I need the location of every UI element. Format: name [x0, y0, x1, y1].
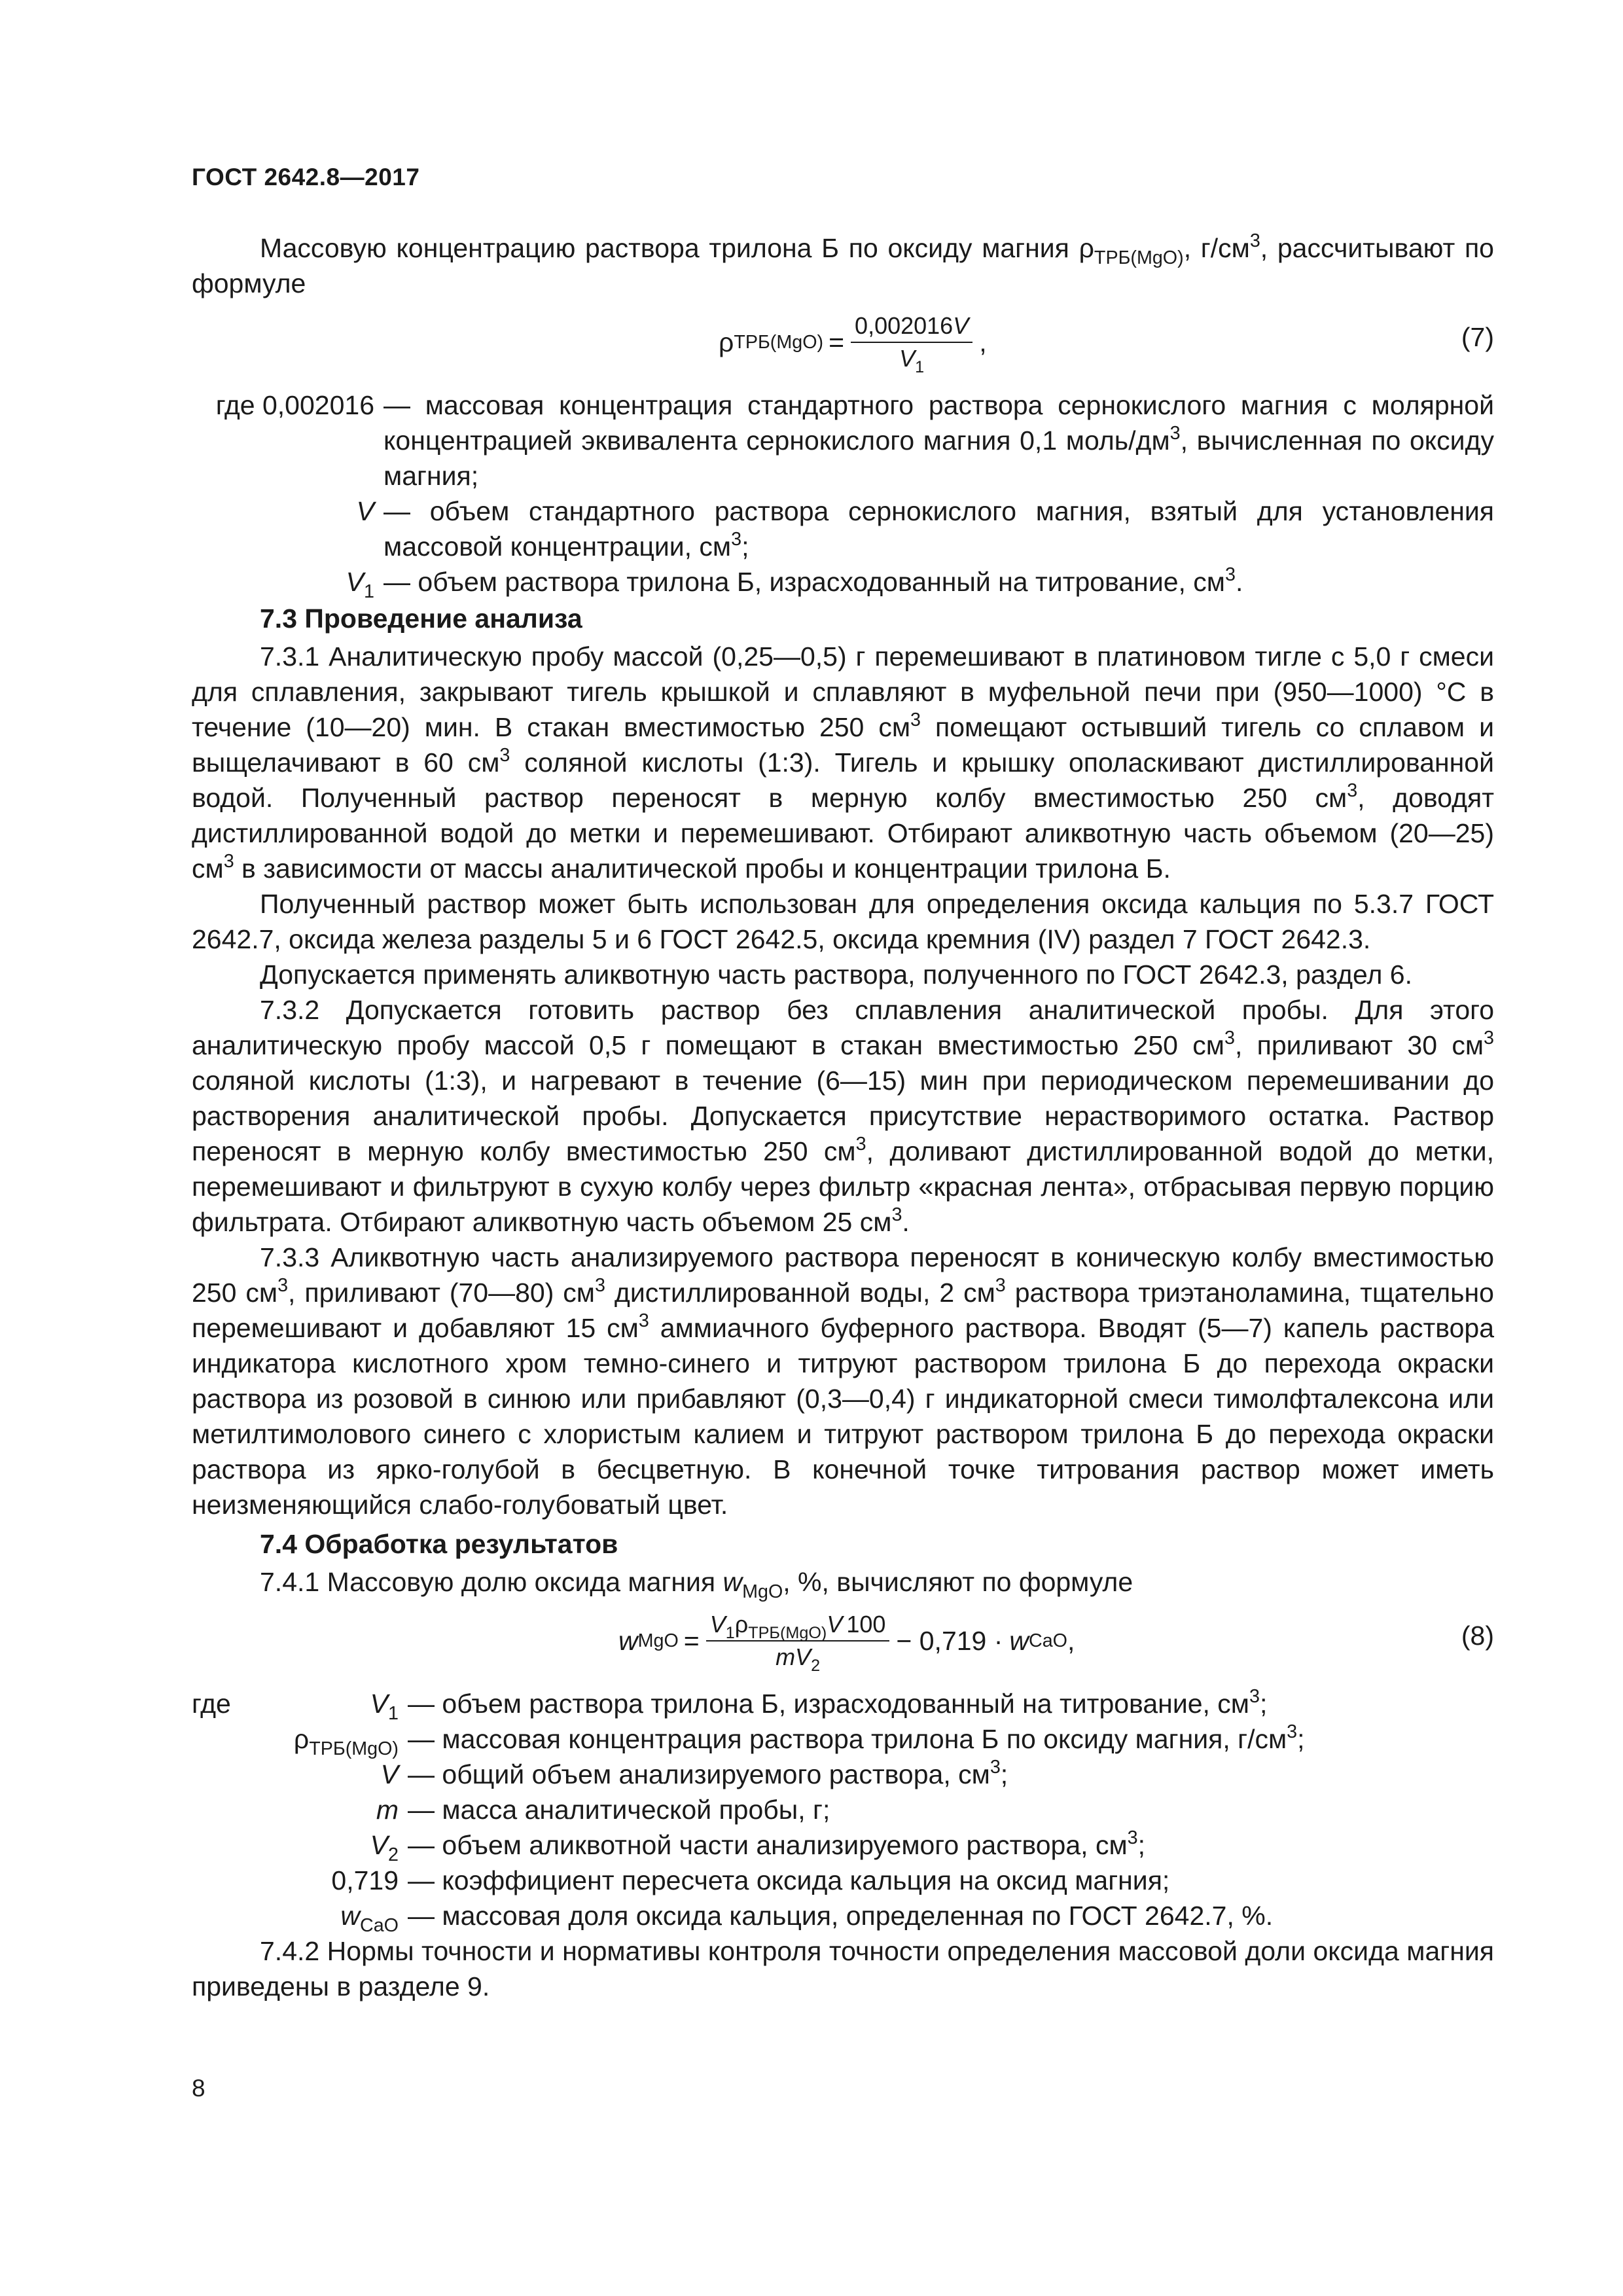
paragraph-allowed: Допускается применять аликвотную часть раствора, полученного по ГОСТ 2642.3, раздел 6. [260, 960, 1412, 990]
section-heading-7-4: 7.4 Обработка результатов [260, 1529, 618, 1559]
paragraph-7-4-1: 7.4.1 Массовую долю оксида магния $w_{MgO}$, %, вычисляют по формуле [260, 1567, 1133, 1603]
definition-term: $w_{CaO}$ [340, 1901, 399, 1937]
formula-7-fraction: $\frac{0,002016V}{V_1}$ [851, 312, 972, 373]
definition-desc: — объем раствора трилона Б, израсходованный на титрование, $см^3$; [408, 1686, 1268, 1719]
definition-term: $V_1$ [346, 567, 374, 603]
paragraph-7-3-2: 7.3.2 Допускается готовить раствор без сплавления аналитической пробы. Для этого аналитическую пробу массой 0,5 г помещают в стакан вместимостью 250 $см^3$, приливают 30 $см^3$ соляной кислоты (1:3), и нагревают в течение (6—15) мин при периодическом перемешивании до растворения аналитической пробы. Допускается присутствие нерастворимого остатка. Раствор переносят в мерную колбу вместимостью 250 $см^3$, доливают дистиллированной водой до метки, перемешивают и фильтруют в сухую колбу через фильтр «красная лента», отбрасывая первую порцию фильтрата. Отбирают аликвотную часть объемом 25 $см^3$. [192, 995, 1495, 1237]
paragraph-obtained-solution: Полученный раствор может быть использован для определения оксида кальция по 5.3.7 ГОСТ 2642.7, оксида железа разделы 5 и 6 ГОСТ 2642.5, оксида кремния (IV) раздел 7 ГОСТ 2642.3. [192, 889, 1494, 954]
page-number: 8 [192, 2075, 205, 2102]
definition-term: V [380, 1759, 399, 1789]
formula-8-definitions: где $V_1$ — объем раствора трилона Б, израсходованный на титрование, $см^3$; $\rho_{ТРБ(MgO)}$ — массовая концентрация раствора трилона Б по оксиду магния, $г/см^3$; V — общий объем анализируемого раствора, $см^3$; m — масса аналитической пробы, г; $V_2$ — объем аликвотной части анализируемого раствора, $см^3$; 0,719 — коэффициент пересчета оксида кальция на оксид магния; $w_{CaO}$ — массовая доля оксида кальция, определенная по ГОСТ 2642.7, %. [192, 1686, 1494, 1933]
definition-desc: — масса аналитической пробы, г; [408, 1795, 830, 1825]
definition-desc: — коэффициент пересчета оксида кальция на оксид магния; [408, 1865, 1170, 1895]
definition-term: 0,719 [331, 1865, 399, 1895]
formula-7-number: (7) [1461, 322, 1494, 352]
formula-7-definitions [192, 387, 1495, 603]
definition-term: $V_2$ [370, 1830, 399, 1866]
definition-desc: — массовая концентрация стандартного раствора сернокислого магния с молярной концентрацией эквивалента сернокислого магния 0,1 моль/$дм^3$, вычисленная по оксиду магния; [383, 390, 1495, 491]
formula-8-fraction: $\frac{V_1\rho_{ТРБ(MgO)}V 100}{mV_2}$ [706, 1610, 890, 1672]
document-header: ГОСТ 2642.8—2017 [192, 164, 420, 190]
formula-7: ρ ТРБ(MgO) = $\frac{0,002016V}{V_1}$ , (7) [719, 312, 1494, 376]
formula-8: w MgO = $\frac{V_1\rho_{ТРБ(MgO)}V 100}{mV_2}$ − 0,719 · w CaO , (8) [618, 1611, 1494, 1675]
paragraph-7-3-1: 7.3.1 Аналитическую пробу массой (0,25—0,5) г перемешивают в платиновом тигле с 5,0 г смеси для сплавления, закрывают тигель крышкой и сплавляют в муфельной печи при (950—1000) °С в течение (10—20) мин. В стакан вместимостью 250 $см^3$ помещают остывший тигель со сплавом и выщелачивают в 60 $см^3$ соляной кислоты (1:3). Тигель и крышку ополаскивают дистиллированной водой. Полученный раствор переносят в мерную колбу вместимостью 250 $см^3$, доводят дистиллированной водой до метки и перемешивают. Отбирают аликвотную часть объемом (20—25) $см^3$ в зависимости от массы аналитической пробы и концентрации трилона Б. [192, 641, 1494, 884]
formula-8-number: (8) [1461, 1621, 1494, 1651]
page-content [192, 230, 1494, 2004]
intro-paragraph: Массовую концентрацию раствора трилона Б по оксиду магния $\rho_{ТРБ(MgO)}$, $г/см^3$, рассчитывают по формуле [192, 230, 1494, 298]
definition-term: $\rho_{ТРБ(MgO)}$ [293, 1724, 399, 1760]
definition-term: где 0,002016 [215, 390, 374, 420]
definition-desc: — общий объем анализируемого раствора, $см^3$; [408, 1757, 1008, 1789]
definition-term: $V_1$ [370, 1689, 399, 1725]
paragraph-7-4-2: 7.4.2 Нормы точности и нормативы контроля точности определения массовой доли оксида магния приведены в разделе 9. [192, 1936, 1494, 2001]
definition-desc: — массовая концентрация раствора трилона Б по оксиду магния, $г/см^3$; [408, 1721, 1305, 1754]
rho-symbol: ρ [1079, 233, 1094, 263]
definition-desc: — объем стандартного раствора сернокислого магния, взятый для установления массовой концентрации, $см^3$; [383, 496, 1494, 562]
definition-desc: — объем раствора трилона Б, израсходованный на титрование, $см^3$. [383, 564, 1243, 597]
section-heading-7-3: 7.3 Проведение анализа [260, 603, 582, 634]
definition-term: m [376, 1795, 399, 1825]
definition-desc: — объем аликвотной части анализируемого раствора, $см^3$; [408, 1827, 1146, 1860]
definition-desc: — массовая доля оксида кальция, определенная по ГОСТ 2642.7, %. [408, 1901, 1274, 1931]
definition-term: V [356, 496, 374, 526]
paragraph-7-3-3: 7.3.3 Аликвотную часть анализируемого раствора переносят в коническую колбу вместимостью 250 $см^3$, приливают (70—80) $см^3$ дистиллированной воды, 2 $см^3$ раствора триэтаноламина, тщательно перемешивают и добавляют 15 $см^3$ аммиачного буферного раствора. Вводят (5—7) капель раствора индикатора кислотного хром темно-синего и титруют раствором трилона Б до перехода окраски раствора из розовой в синюю или прибавляют (0,3—0,4) г индикаторной смеси тимолфталексона или метилтимолового синего с хлористым калием и титруют раствором трилона Б до перехода окраски раствора из ярко-голубой в бесцветную. В конечной точке титрования раствор может иметь неизменяющийся слабо-голубоватый цвет. [192, 1242, 1494, 1520]
